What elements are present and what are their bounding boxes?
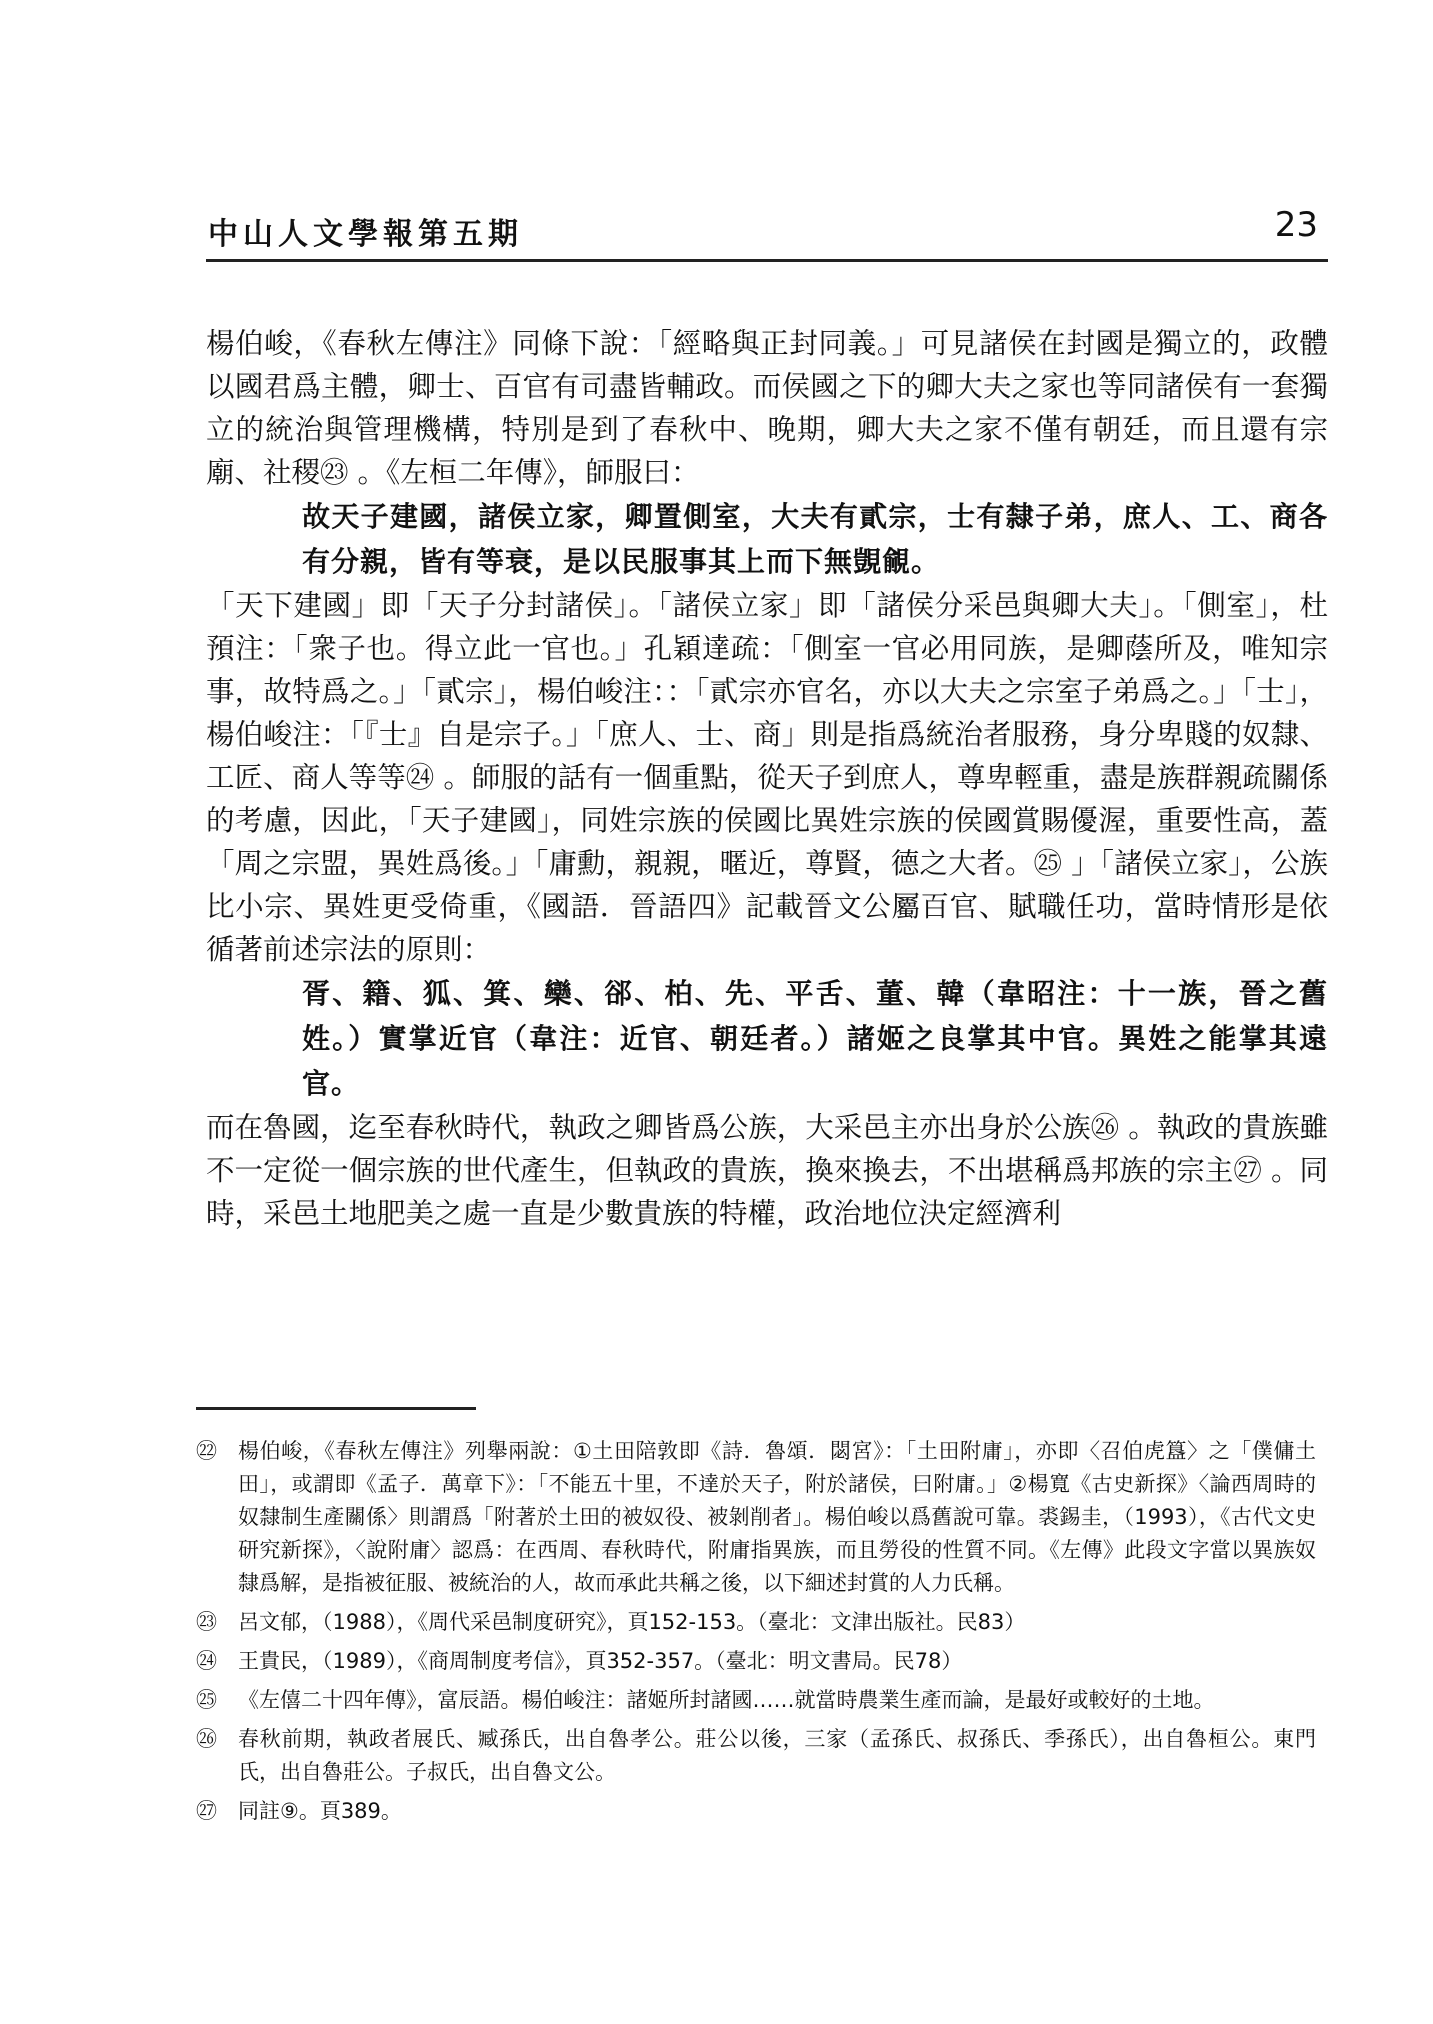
footnote-number: ㉕ bbox=[196, 1688, 217, 1712]
block-quote-1: 故天子建國，諸侯立家，卿置側室，大夫有貳宗，士有隸子弟，庶人、工、商各有分親，皆有等衰，是以民服事其上而下無覬覦。 bbox=[302, 500, 1328, 578]
footnote-number: ㉗ bbox=[196, 1799, 217, 1823]
page-number: 23 bbox=[1274, 205, 1318, 245]
paragraph-3: 而在魯國，迄至春秋時代，執政之卿皆爲公族，大采邑主亦出身於公族㉖ 。執政的貴族雖不一定從一個宗族的世代產生，但執政的貴族，換來換去，不出堪稱爲邦族的宗主㉗ 。同時，采邑土地肥美之處一直是少數貴族的特權，政治地位決定經濟利 bbox=[206, 1111, 1328, 1230]
running-header bbox=[206, 205, 1328, 262]
footnotes bbox=[196, 1435, 1316, 1834]
footnote-number: ㉓ bbox=[196, 1610, 217, 1634]
footnote-27 bbox=[196, 1795, 1316, 1828]
footnote-text: 《左僖二十四年傳》，富辰語。楊伯峻注：諸姬所封諸國……就當時農業生產而論，是最好或較好的土地。 bbox=[238, 1688, 1215, 1712]
footnote-25 bbox=[196, 1684, 1316, 1717]
journal-title: 中山人文學報第五期 bbox=[208, 217, 523, 252]
paragraph-2: 「天下建國」即「天子分封諸侯」。「諸侯立家」即「諸侯分采邑與卿大夫」。「側室」，杜預注：「衆子也。得立此一官也。」孔穎達疏：「側室一官必用同族，是卿蔭所及，唯知宗事，故特爲之。」「貳宗」，楊伯峻注：：「貳宗亦官名，亦以大夫之宗室子弟爲之。」「士」，楊伯峻注：「『士』自是宗子。」「庶人、士、商」則是指爲統治者服務，身分卑賤的奴隸、工匠、商人等等㉔ 。師服的話有一個重點，從天子到庶人，尊卑輕重，盡是族群親疏關係的考慮，因此，「天子建國」，同姓宗族的侯國比異姓宗族的侯國賞賜優渥，重要性高，蓋「周之宗盟，異姓爲後。」「庸勳，親親，暱近，尊賢，德之大者。㉕ 」「諸侯立家」，公族比小宗、異姓更受倚重，《國語．晉語四》記載晉文公屬百官、賦職任功，當時情形是依循著前述宗法的原則： bbox=[206, 589, 1328, 966]
footnote-number: ㉔ bbox=[196, 1649, 217, 1673]
footnote-22 bbox=[196, 1435, 1316, 1600]
paragraph-1: 楊伯峻，《春秋左傳注》同條下說：「經略與正封同義。」可見諸侯在封國是獨立的，政體以國君爲主體，卿士、百官有司盡皆輔政。而侯國之下的卿大夫之家也等同諸侯有一套獨立的統治與管理機構，特別是到了春秋中、晚期，卿大夫之家不僅有朝廷，而且還有宗廟、社稷㉓ 。《左桓二年傳》，師服曰： bbox=[206, 327, 1328, 489]
footnote-23 bbox=[196, 1606, 1316, 1639]
main-text bbox=[206, 322, 1328, 1235]
footnote-26 bbox=[196, 1723, 1316, 1789]
footnote-24 bbox=[196, 1645, 1316, 1678]
footnote-text: 王貴民，（1989），《商周制度考信》，頁352-357。（臺北：明文書局。民78） bbox=[238, 1649, 963, 1673]
footnote-text: 呂文郁，（1988），《周代采邑制度研究》，頁152-153。（臺北：文津出版社。民83） bbox=[238, 1610, 1026, 1634]
footnote-text: 春秋前期，執政者展氏、臧孫氏，出自魯孝公。莊公以後，三家（孟孫氏、叔孫氏、季孫氏），出自魯桓公。東門氏，出自魯莊公。子叔氏，出自魯文公。 bbox=[238, 1727, 1316, 1784]
block-quote-2: 胥、籍、狐、箕、欒、郤、柏、先、平舌、董、韓（韋昭注：十一族，晉之舊姓。）實掌近官（韋注：近官、朝廷者。）諸姬之良掌其中官。異姓之能掌其遠官。 bbox=[302, 977, 1328, 1100]
footnote-number: ㉖ bbox=[196, 1727, 217, 1751]
footnote-number: ㉒ bbox=[196, 1439, 217, 1463]
footnote-text: 同註⑨。頁389。 bbox=[238, 1799, 402, 1823]
footnote-divider bbox=[196, 1407, 476, 1410]
footnote-text: 楊伯峻，《春秋左傳注》列舉兩說：①土田陪敦即《詩．魯頌．閟宮》：「土田附庸」，亦即〈召伯虎簋〉之「僕傭土田」，或謂即《孟子．萬章下》：「不能五十里，不達於天子，附於諸侯，曰附庸。」②楊寬《古史新探》〈論西周時的奴隸制生產關係〉則謂爲「附著於土田的被奴役、被剝削者」。楊伯峻以爲舊說可靠。裘錫圭，（1993），《古代文史研究新探》，〈說附庸〉認爲：在西周、春秋時代，附庸指異族，而且勞役的性質不同。《左傳》此段文字當以異族奴隸爲解，是指被征服、被統治的人，故而承此共稱之後，以下細述封賞的人力氏稱。 bbox=[238, 1439, 1316, 1595]
